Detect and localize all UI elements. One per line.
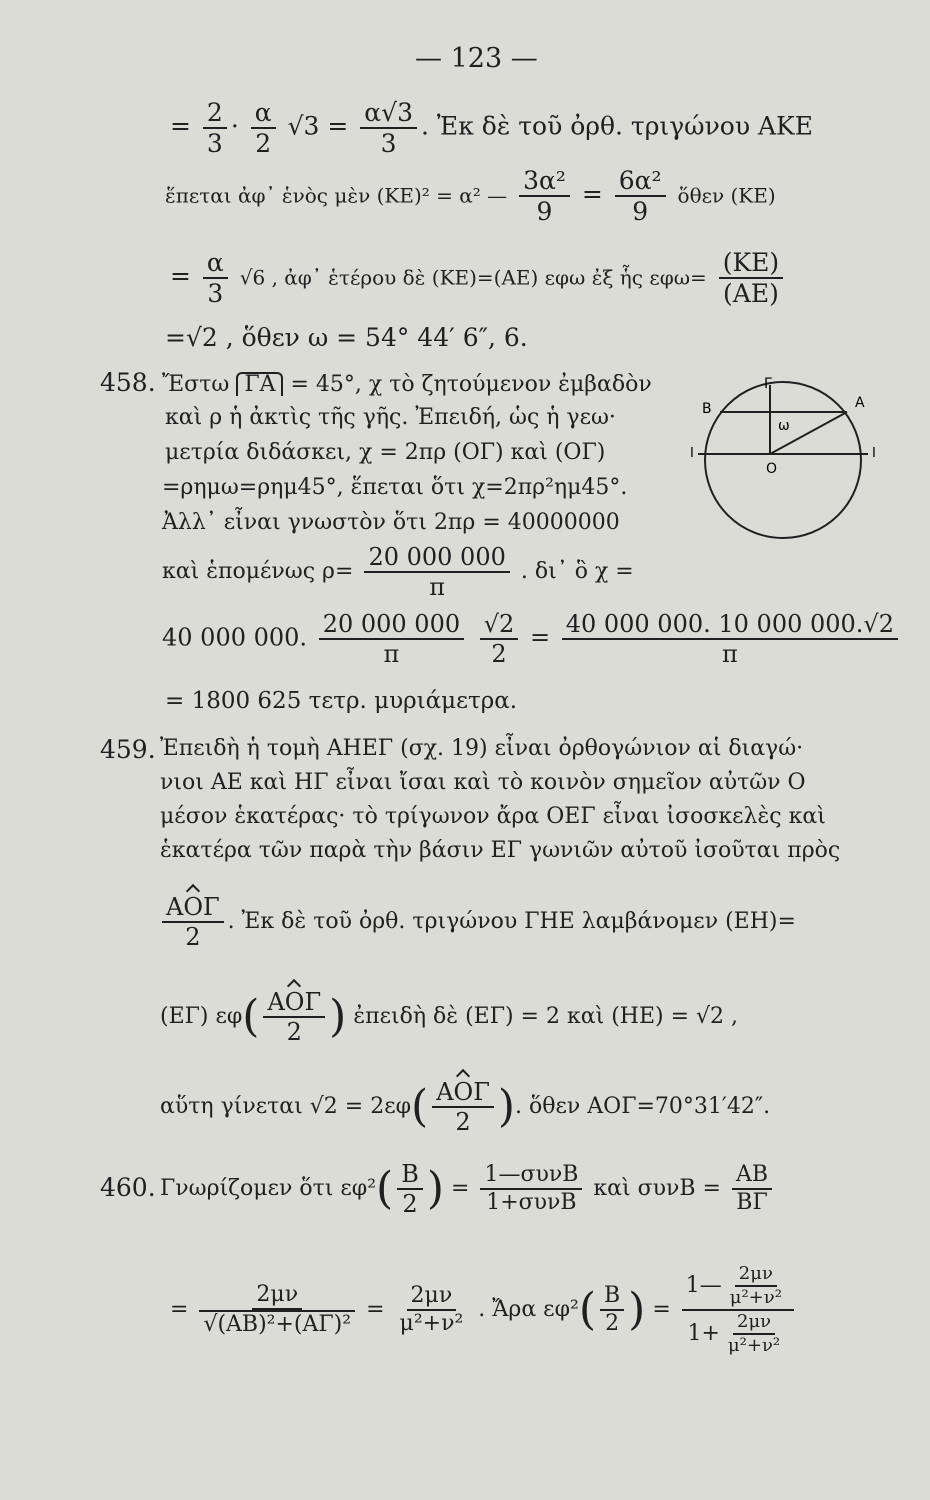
fraction <box>397 1162 423 1216</box>
text: = <box>170 261 191 291</box>
p458-line-5: Ἀλλ᾽ εἶναι γνωστὸν ὅτι 2πρ = 40000000 <box>162 510 620 535</box>
text: (ΕΓ) εφ <box>160 1004 243 1029</box>
text: = <box>170 1297 189 1322</box>
text: = <box>366 1297 385 1322</box>
p459-line-1: Ἐπειδὴ ἡ τομὴ ΑΗΕΓ (σχ. 19) εἶναι ὀρθογώνιον αἱ διαγώ· <box>160 736 804 761</box>
text: καὶ συνΒ = <box>593 1176 721 1201</box>
label-b: Β <box>702 401 712 417</box>
denominator: ΒΓ <box>736 1190 768 1215</box>
fraction <box>162 895 224 949</box>
text: . ὅθεν ΑΟΓ=70°31′42″. <box>515 1094 771 1119</box>
numerator: 2μν <box>735 1265 777 1287</box>
equation-line-3 <box>170 250 787 306</box>
page-number: — 123 — <box>415 43 538 74</box>
p459-line-6 <box>160 990 738 1044</box>
text: √6 , ἀφ᾽ ἑτέρου δὲ (ΚΕ)=(ΑΕ) εφω ἐξ ἧς εφω= <box>239 265 707 290</box>
paren: ) <box>628 1284 646 1335</box>
text: ἕπεται ἀφ᾽ ἑνὸς μὲν (ΚΕ)² = α² — <box>165 183 508 208</box>
numerator: ΑΟΓ <box>162 895 224 923</box>
denominator: 2 <box>605 1311 620 1336</box>
denominator: 2 <box>402 1190 418 1218</box>
p458-line-1 <box>162 372 652 396</box>
fraction <box>319 612 464 666</box>
numerator: 20 000 000 <box>319 612 464 640</box>
numerator: α√3 <box>360 100 417 129</box>
denominator: 9 <box>536 197 553 226</box>
text: . δι᾽ ὃ χ = <box>520 559 634 584</box>
fraction <box>724 1313 784 1355</box>
label-g: Γ <box>764 376 772 392</box>
text: αὕτη γίνεται √2 = 2εφ <box>160 1094 412 1119</box>
label-omega: ω <box>778 418 790 434</box>
fraction <box>251 100 276 156</box>
paren: ( <box>242 991 260 1042</box>
denominator: 3 <box>207 279 224 308</box>
equation-line-2 <box>165 168 776 224</box>
text: = <box>327 111 349 141</box>
denominator: μ²+ν² <box>399 1311 464 1336</box>
fraction <box>600 1285 624 1335</box>
p460-line-1 <box>160 1162 776 1216</box>
numerator: ΑΒ <box>732 1164 772 1190</box>
numerator: 2 <box>203 100 227 129</box>
fraction <box>726 1265 786 1307</box>
numerator: Β <box>397 1162 423 1190</box>
fraction <box>732 1164 772 1214</box>
paragraph-number-458: 458. <box>100 368 156 397</box>
fraction <box>480 1164 582 1214</box>
label-o: Ο <box>766 461 778 477</box>
denominator: 2 <box>455 1108 471 1136</box>
label-a: Α <box>855 395 865 411</box>
text: = <box>652 1297 671 1322</box>
fraction <box>364 545 509 599</box>
denominator: 3 <box>206 129 223 158</box>
text: . Ἐκ δὲ τοῦ ὀρθ. τριγώνου ΓΗΕ λαμβάνομεν (ΕΗ)= <box>227 909 796 934</box>
fraction <box>203 100 227 156</box>
numerator: 20 000 000 <box>364 545 509 573</box>
denominator: (ΑΕ) <box>723 279 779 308</box>
text: 1+ <box>687 1321 720 1346</box>
numerator: α <box>251 100 276 129</box>
fraction <box>203 250 228 306</box>
paragraph-number-460: 460. <box>100 1173 156 1202</box>
p458-line-6 <box>162 545 634 599</box>
numerator: ΑΟΓ <box>263 990 325 1018</box>
paren: ) <box>426 1163 445 1214</box>
denominator: μ²+ν² <box>727 1335 781 1356</box>
numerator: 1—συνΒ <box>480 1164 582 1190</box>
text: = <box>451 1176 470 1201</box>
p459-line-3: μέσον ἑκατέρας· τὸ τρίγωνον ἄρα ΟΕΓ εἶναι ἰσοσκελὲς καὶ <box>160 804 826 829</box>
fraction <box>719 250 783 306</box>
fraction <box>519 168 570 224</box>
p459-line-4: ἑκατέρα τῶν παρὰ τὴν βάσιν ΕΓ γωνιῶν αὐτοῦ ἰσοῦται πρὸς <box>160 838 841 863</box>
paren: ) <box>329 991 347 1042</box>
denominator: √(ΑΒ)²+(ΑΓ)² <box>199 1310 355 1336</box>
text: καὶ ἑπομένως ρ= <box>162 559 354 584</box>
numerator: √2 <box>480 612 519 640</box>
text: = <box>170 111 199 141</box>
label-i-left: Ι <box>690 446 694 461</box>
denominator: π <box>721 640 738 668</box>
p459-line-7 <box>160 1080 770 1134</box>
numerator: 6α² <box>615 168 666 197</box>
p458-line-3: μετρία διδάσκει, χ = 2πρ (ΟΓ) καὶ (ΟΓ) <box>165 440 606 465</box>
p459-line-2: νιοι ΑΕ καὶ ΗΓ εἶναι ἴσαι καὶ τὸ κοινὸν σημεῖον αὐτῶν Ο <box>160 770 806 795</box>
numerator: (ΚΕ) <box>719 250 783 279</box>
fraction <box>396 1285 468 1335</box>
numerator: Β <box>600 1285 624 1311</box>
numerator: 3α² <box>519 168 570 197</box>
denominator: 2 <box>286 1018 302 1046</box>
text: √3 <box>287 111 320 141</box>
text: = 45°, χ τὸ ζητούμενον ἐμβαδὸν <box>290 372 652 397</box>
text: . Ἄρα εφ² <box>478 1297 579 1322</box>
text: Γνωρίζομεν ὅτι εφ² <box>160 1176 377 1201</box>
denominator: 2 <box>255 129 272 158</box>
denominator: π <box>383 640 400 668</box>
paragraph-number-459: 459. <box>100 735 156 764</box>
fraction <box>615 168 666 224</box>
numerator: 40 000 000. 10 000 000.√2 <box>562 612 898 640</box>
paren: ( <box>411 1081 429 1132</box>
numerator: 2μν <box>407 1285 457 1311</box>
equation-line-1: = $\frac{2}{3}$ · $\frac{\alpha}{2}$ √3 = $\frac{\alpha√3}{3}$ . Ἐκ δὲ τοῦ ὀρθ. τριγώνου ΑΚΕ <box>170 98 813 158</box>
denominator: 2 <box>185 923 201 951</box>
p460-line-2 <box>170 1265 798 1355</box>
denominator: 3 <box>380 129 397 158</box>
fraction <box>199 1284 355 1336</box>
text: ὅθεν (ΚΕ) <box>677 183 776 208</box>
p459-line-5 <box>158 895 796 949</box>
numerator <box>682 1265 794 1311</box>
equation-line-8: = 1800 625 τετρ. μυριάμετρα. <box>165 688 518 714</box>
fraction <box>432 1080 494 1134</box>
circle-figure <box>690 375 880 555</box>
denominator: 9 <box>632 197 649 226</box>
text: 1— <box>685 1273 722 1298</box>
label-i-right: Ι <box>872 446 876 461</box>
denominator: π <box>429 573 446 601</box>
denominator: μ²+ν² <box>729 1287 782 1308</box>
denominator: 2 <box>491 640 507 668</box>
paren: ( <box>578 1284 596 1335</box>
p458-line-4: =ρημω=ρημ45°, ἕπεται ὅτι χ=2πρ²ημ45°. <box>162 475 628 500</box>
numerator: ΑΟΓ <box>432 1080 494 1108</box>
text: 40 000 000. <box>162 623 308 652</box>
text: ἐπειδὴ δὲ (ΕΓ) = 2 καὶ (ΗΕ) = √2 , <box>353 1004 739 1029</box>
denominator <box>684 1311 793 1355</box>
numerator: 2μν <box>252 1284 302 1310</box>
denominator: 1+συνΒ <box>486 1190 577 1215</box>
paren: ) <box>497 1081 516 1132</box>
text: Ἔστω <box>162 372 230 397</box>
p458-line-2: καὶ ρ ἡ ἀκτὶς τῆς γῆς. Ἐπειδή, ὡς ἡ γεω· <box>165 405 616 430</box>
paren: ( <box>376 1163 394 1214</box>
fraction <box>562 612 898 666</box>
numerator: α <box>203 250 228 279</box>
fraction <box>480 612 519 666</box>
text: . Ἐκ δὲ τοῦ ὀρθ. τριγώνου ΑΚΕ <box>420 111 813 141</box>
fraction <box>360 100 417 156</box>
numerator: 2μν <box>733 1313 775 1335</box>
compound-fraction <box>682 1265 794 1355</box>
equation-line-7 <box>162 612 902 666</box>
text: = <box>529 623 551 652</box>
arc-notation: ΓΑ <box>236 372 283 396</box>
text: = <box>581 179 603 209</box>
equation-line-4: =√2 , ὅθεν ω = 54° 44′ 6″, 6. <box>165 323 528 352</box>
fraction <box>263 990 325 1044</box>
